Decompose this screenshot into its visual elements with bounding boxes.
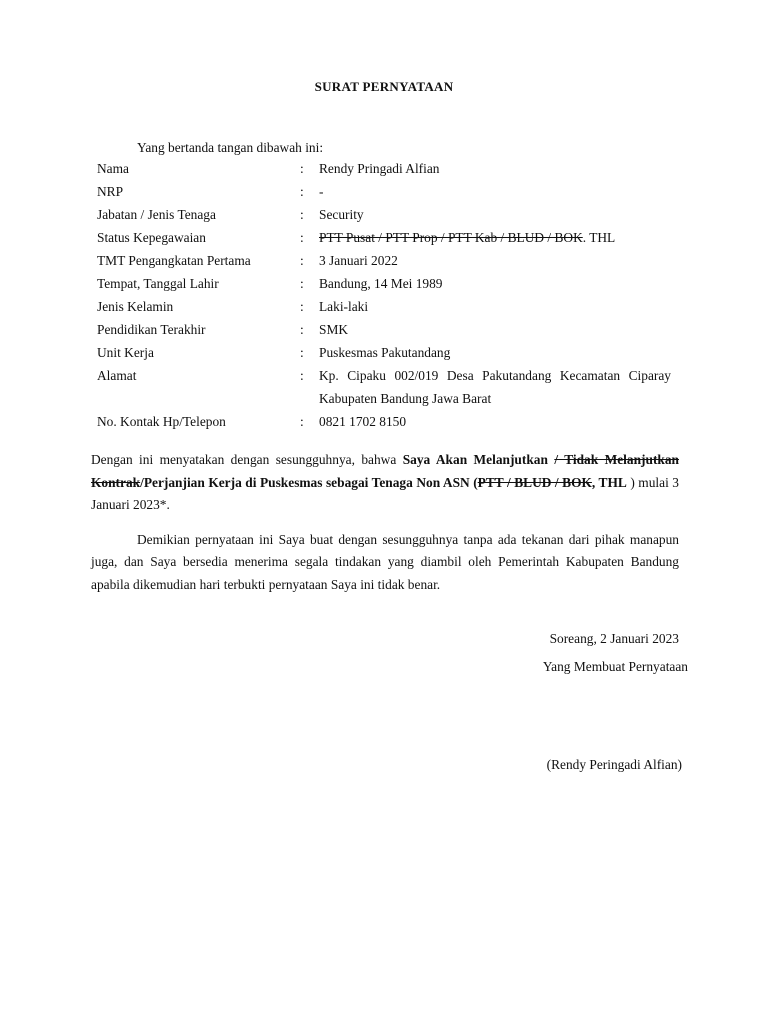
field-label: Jenis Kelamin <box>97 299 174 314</box>
field-row-jabatan <box>97 203 671 226</box>
statement-bold-contract: /Perjanjian Kerja di Puskesmas sebagai Tenaga Non ASN ( <box>140 474 478 490</box>
signer-name: (Rendy Peringadi Alfian) <box>546 757 682 772</box>
statement-bold-continue: Saya Akan Melanjutkan <box>402 452 555 467</box>
field-row-nama <box>97 157 671 180</box>
field-row-ttl <box>97 272 671 295</box>
status-value: . THL <box>582 230 616 245</box>
intro-text: Yang bertanda tangan dibawah ini: <box>137 140 324 155</box>
maker-title: Yang Membuat Pernyataan <box>542 659 688 674</box>
field-row-unit-kerja <box>97 341 671 364</box>
field-value: Kp. Cipaku 002/019 Desa Pakutandang Kecamatan Ciparay Kabupaten Bandung Jawa Barat <box>319 368 671 406</box>
statement-body <box>91 449 679 596</box>
statement-struck-option: / Tidak Melanjutkan Kontrak <box>91 452 679 490</box>
field-colon: : <box>300 230 304 245</box>
statement-suffix: ) mulai 3 Januari 2023*. <box>91 474 680 512</box>
field-value: 3 Januari 2022 <box>319 253 398 268</box>
identity-table <box>97 157 671 433</box>
field-row-jenis-kelamin <box>97 295 671 318</box>
field-label: Status Kepegawaian <box>97 230 206 245</box>
field-label: TMT Pengangkatan Pertama <box>97 253 251 268</box>
field-value: Puskesmas Pakutandang <box>319 345 451 360</box>
field-label: Unit Kerja <box>97 345 154 360</box>
document-title: SURAT PERNYATAAN <box>314 79 454 94</box>
field-value: - <box>319 184 324 199</box>
field-colon: : <box>300 322 304 337</box>
statement-prefix: Dengan ini menyatakan dengan sesungguhnya, bahwa <box>91 452 403 467</box>
field-colon: : <box>300 207 304 222</box>
closing-paragraph: Demikian pernyataan ini Saya buat dengan sesungguhnya tanpa ada tekanan dari pihak manapun juga, dan Saya bersedia menerima segala tindakan yang diambil oleh Pemerintah Kabupaten Bandung apabila dikemudian hari terbukti pernyataan Saya ini tidak benar. <box>91 531 679 592</box>
struck-options: PTT Pusat / PTT Prop / PTT Kab / BLUD / BOK <box>319 230 583 245</box>
field-label: No. Kontak Hp/Telepon <box>97 414 226 429</box>
field-colon: : <box>300 253 304 268</box>
statement-bold-thl: , THL <box>591 474 627 490</box>
field-value <box>319 226 671 249</box>
field-colon: : <box>300 368 304 383</box>
field-colon: : <box>300 276 304 291</box>
field-colon: : <box>300 414 304 429</box>
statement-struck-types: PTT / BLUD / BOK <box>477 474 592 490</box>
field-colon: : <box>300 161 304 176</box>
field-label: Jabatan / Jenis Tenaga <box>97 207 216 222</box>
field-label: Alamat <box>97 368 137 383</box>
field-label: NRP <box>97 184 124 199</box>
field-value: 0821 1702 8150 <box>319 414 407 429</box>
field-value: Rendy Pringadi Alfian <box>319 161 440 176</box>
statement-paragraph <box>91 449 679 517</box>
field-label: Nama <box>97 161 129 176</box>
field-colon: : <box>300 345 304 360</box>
field-row-tmt <box>97 249 671 272</box>
field-value: Bandung, 14 Mei 1989 <box>319 276 443 291</box>
field-value: Security <box>319 207 364 222</box>
field-value: SMK <box>319 322 349 337</box>
field-label: Tempat, Tanggal Lahir <box>97 276 219 291</box>
field-row-nrp <box>97 180 671 203</box>
place-date: Soreang, 2 Januari 2023 <box>549 631 679 646</box>
field-row-kontak <box>97 410 671 433</box>
field-value: Laki-laki <box>319 299 369 314</box>
field-label: Pendidikan Terakhir <box>97 322 206 337</box>
field-colon: : <box>300 299 304 314</box>
field-colon: : <box>300 184 304 199</box>
field-row-alamat <box>97 364 671 410</box>
field-row-pendidikan <box>97 318 671 341</box>
field-row-status <box>97 226 671 249</box>
